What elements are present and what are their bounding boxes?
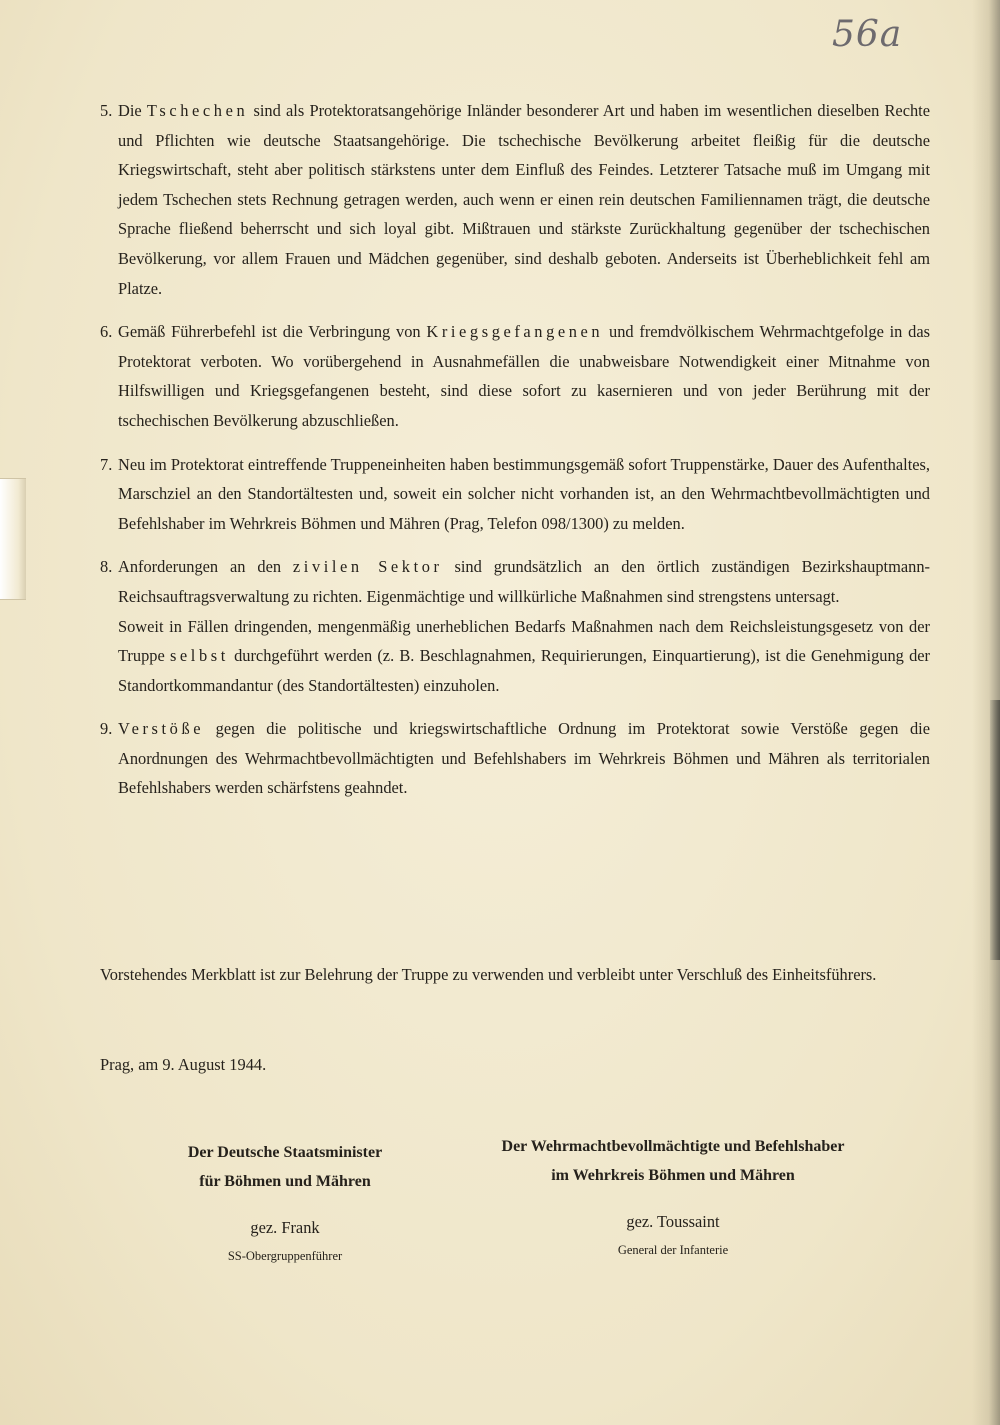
- list-item-7: [100, 450, 930, 539]
- signatory-rank: General der Infanterie: [617, 1243, 729, 1257]
- item-number: 8.: [100, 557, 113, 577]
- item-emphasis: Verstöße: [118, 719, 205, 739]
- item-number: 6.: [100, 322, 113, 342]
- item-lead: Die: [118, 101, 147, 120]
- item-lead: Anforderungen an den: [118, 557, 293, 577]
- numbered-list: [100, 96, 930, 817]
- paper-tab: [0, 478, 26, 600]
- item-emphasis: zivilen Sektor: [292, 557, 443, 577]
- binding-shadow: [990, 700, 1000, 960]
- signatory-name: gez. Frank: [250, 1218, 320, 1237]
- signatory-title-line1: Der Deutsche Staatsminister: [187, 1144, 383, 1161]
- signature-block-left: [140, 1138, 430, 1266]
- closing-note: Vorstehendes Merkblatt ist zur Belehrung der Truppe zu verwenden und verbleibt unter Verschluß des Einheitsführers.: [100, 965, 877, 984]
- list-item-8: [100, 552, 930, 700]
- list-item-6: [100, 317, 930, 435]
- signatory-rank: SS-Obergruppenführer: [227, 1249, 343, 1263]
- item-number: 9.: [100, 719, 113, 739]
- item-emphasis: Kriegsgefangenen: [426, 322, 604, 342]
- item-emphasis: selbst: [169, 646, 229, 666]
- signature-block-right: [458, 1132, 888, 1260]
- item-text: sind grundsätzlich an den örtlich zuständigen Bezirkshauptmann- Reichsauftragsverwaltung zu richten. Eigenmächtige und willkürliche Maßnahmen sind strengstens untersagt.: [118, 557, 930, 606]
- item-paragraph-2: [118, 612, 930, 701]
- item-text: durchgeführt werden (z. B. Beschlagnahmen, Requirierungen, Einquartierung), ist die Genehmigung der Standortkommandantur (des Standortältesten) einzuholen.: [118, 646, 930, 695]
- item-lead: Gemäß Führerbefehl ist die Verbringung von: [118, 322, 427, 342]
- place-date: Prag, am 9. August 1944.: [100, 1055, 267, 1074]
- list-item-9: [100, 714, 930, 803]
- item-text: sind als Protektoratsangehörige Inländer besonderer Art und haben im wesentlichen dieselben Rechte und Pflichten wie deutsche Staatsangehörige. Die tschechische Bevölkerung arbeitet fleißig für die deutsche Kriegswirtschaft, steht aber politisch stärkstens unter dem Einfluß des Feindes. Letzterer Tatsache muß im Umgang mit jedem Tschechen stets Rechnung getragen werden, auch wenn er einen rein deutschen Familiennamen trägt, die deutsche Sprache fließend beherrscht und sich loyal gibt. Mißtrauen und stärkste Zurückhaltung gegenüber der tschechischen Bevölkerung, vor allem Frauen und Mädchen gegenüber, sind deshalb geboten. Anderseits ist Überheblichkeit fehl am Platze.: [118, 101, 931, 298]
- archive-number: 56a: [832, 14, 903, 55]
- signatory-name: gez. Toussaint: [626, 1212, 720, 1231]
- item-number: 5.: [100, 101, 113, 120]
- signatory-title-line2: im Wehrkreis Böhmen und Mähren: [551, 1167, 795, 1184]
- signatory-title-line1: Der Wehrmachtbevollmächtigte und Befehlshaber: [501, 1138, 845, 1155]
- item-number: 7.: [100, 454, 113, 474]
- list-item-5: [100, 96, 930, 303]
- item-emphasis: Tschechen: [146, 101, 249, 120]
- item-text: und fremdvölkischem Wehrmachtgefolge in das Protektorat verboten. Wo vorübergehend in Ausnahmefällen die unabweisbare Notwendigkeit einer Mitnahme von Hilfswilligen und Kriegsgefangenen besteht, sind diese sofort zu kasernieren und von jeder Berührung mit der tschechischen Bevölkerung abzuschließen.: [118, 322, 930, 430]
- item-text: Neu im Protektorat eintreffende Truppeneinheiten haben bestimmungsgemäß sofort Truppenstärke, Dauer des Aufenthaltes, Marschziel an den Standortältesten und, soweit ein solcher nicht vorhanden ist, an den Wehrmachtbevollmächtigten und Befehlshaber im Wehrkreis Böhmen und Mähren (Prag, Telefon 098/1300) zu melden.: [118, 454, 930, 533]
- item-lead: Soweit in Fällen dringenden, mengenmäßig unerheblichen Bedarfs Maßnahmen nach dem Reichsleistungsgesetz von der Truppe: [118, 616, 930, 666]
- item-paragraph-1: [118, 552, 930, 611]
- signatory-title-line2: für Böhmen und Mähren: [199, 1173, 371, 1190]
- item-text: gegen die politische und kriegswirtschaftliche Ordnung im Protektorat sowie Verstöße gegen die Anordnungen des Wehrmachtbevollmächtigten und Befehlshabers im Wehrkreis Böhmen und Mähren als territorialen Befehlshabers werden schärfstens geahndet.: [118, 719, 930, 798]
